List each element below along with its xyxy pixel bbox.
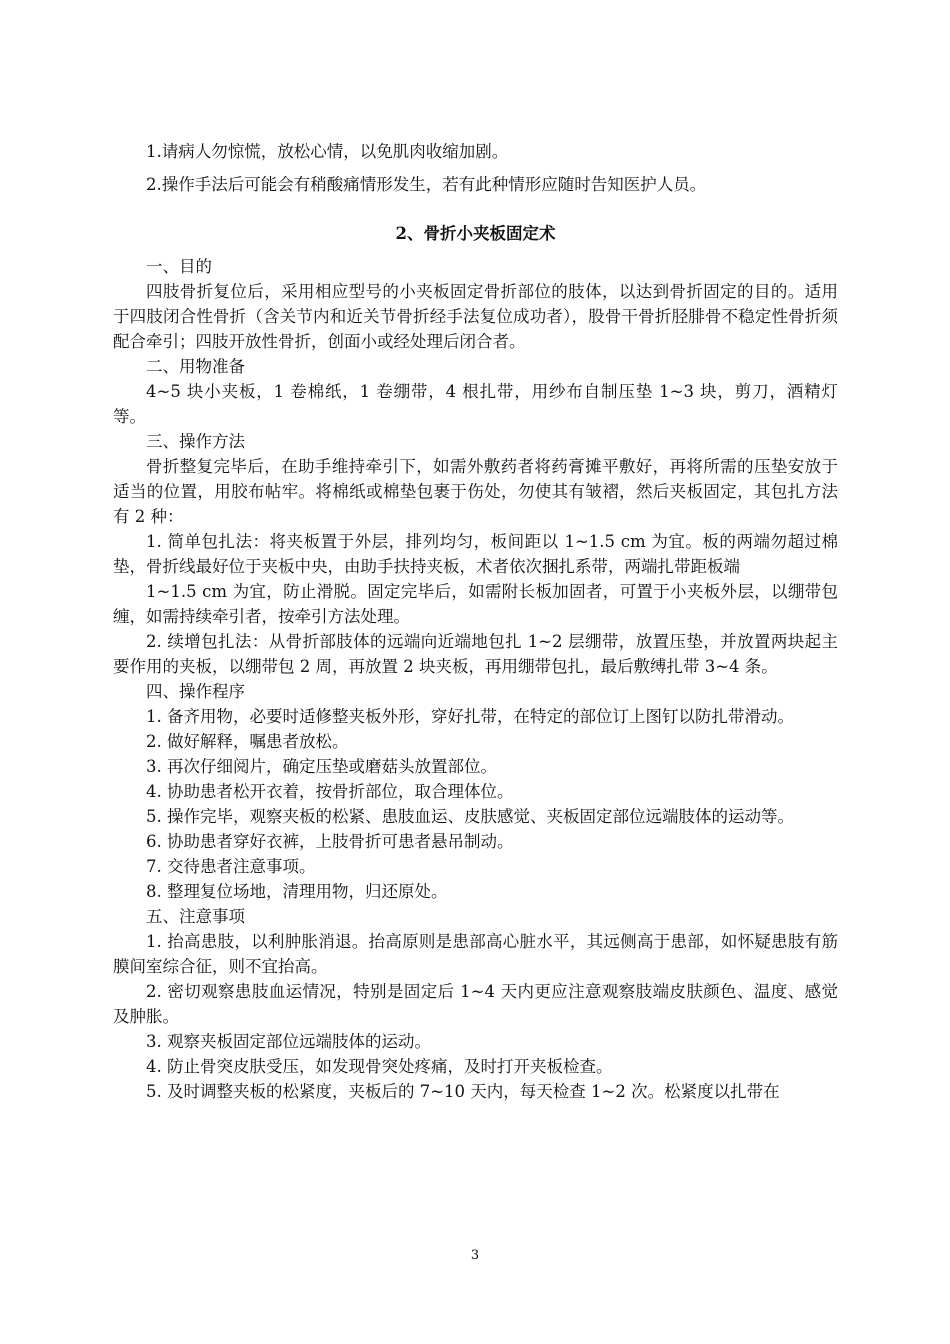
- heading-procedure: 四、操作程序: [146, 682, 245, 701]
- paragraph: 1. 简单包扎法：将夹板置于外层，排列均匀，板间距以 1~1.5 cm 为宜。板的两端勿超过棉垫，骨折线最好位于夹板中央，由助手扶持夹板，术者依次捆扎系带，两端扎带距板端: [113, 532, 838, 576]
- paragraph: 4~5 块小夹板，1 卷棉纸，1 卷绷带，4 根扎带，用纱布自制压垫 1~3 块，剪刀，酒精灯等。: [113, 382, 838, 426]
- paragraph: 1~1.5 cm 为宜，防止滑脱。固定完毕后，如需附长板加固者，可置于小夹板外层，以绷带包缠，如需持续牵引者，按牵引方法处理。: [113, 582, 838, 626]
- list-item: 5. 及时调整夹板的松紧度，夹板后的 7~10 天内，每天检查 1~2 次。松紧度以扎带在: [146, 1082, 780, 1101]
- intro-line-2: 2.操作手法后可能会有稍酸痛情形发生，若有此种情形应随时告知医护人员。: [146, 175, 707, 194]
- list-item: 5. 操作完毕，观察夹板的松紧、患肢血运、皮肤感觉、夹板固定部位远端肢体的运动等。: [146, 807, 794, 826]
- section-title: 2、骨折小夹板固定术: [395, 224, 556, 243]
- document-body: [113, 139, 838, 1104]
- list-item: 2. 密切观察患肢血运情况，特别是固定后 1~4 天内更应注意观察肢端皮肤颜色、温度、感觉及肿胀。: [113, 982, 838, 1026]
- list-item: 4. 协助患者松开衣着，按骨折部位，取合理体位。: [146, 782, 514, 801]
- list-item: 8. 整理复位场地，清理用物，归还原处。: [146, 882, 448, 901]
- list-item: 7. 交待患者注意事项。: [146, 857, 316, 876]
- paragraph: 四肢骨折复位后，采用相应型号的小夹板固定骨折部位的肢体，以达到骨折固定的目的。适用于四肢闭合性骨折（含关节内和近关节骨折经手法复位成功者），股骨干骨折胫腓骨不稳定性骨折须配合牵引；四肢开放性骨折，创面小或经处理后闭合者。: [113, 282, 838, 351]
- list-item: 6. 协助患者穿好衣裤，上肢骨折可患者悬吊制动。: [146, 832, 514, 851]
- intro-line-1: 1.请病人勿惊慌，放松心情，以免肌肉收缩加剧。: [146, 142, 509, 161]
- list-item: 2. 做好解释，嘱患者放松。: [146, 732, 349, 751]
- paragraph: 骨折整复完毕后，在助手维持牵引下，如需外敷药者将药膏摊平敷好，再将所需的压垫安放于适当的位置，用胶布帖牢。将棉纸或棉垫包裹于伤处，勿使其有皱褶，然后夹板固定，其包扎方法有 2 种：: [113, 457, 838, 526]
- list-item: 4. 防止骨突皮肤受压，如发现骨突处疼痛，及时打开夹板检查。: [146, 1057, 613, 1076]
- page-number: 3: [470, 1248, 480, 1263]
- heading-purpose: 一、目的: [146, 257, 212, 276]
- list-item: 1. 备齐用物，必要时适修整夹板外形，穿好扎带，在特定的部位订上图钉以防扎带滑动。: [146, 707, 794, 726]
- list-item: 1. 抬高患肢，以利肿胀消退。抬高原则是患部高心脏水平，其远侧高于患部，如怀疑患肢有筋膜间室综合征，则不宜抬高。: [113, 932, 838, 976]
- list-item: 3. 观察夹板固定部位远端肢体的运动。: [146, 1032, 431, 1051]
- heading-method: 三、操作方法: [146, 432, 245, 451]
- heading-precautions: 五、注意事项: [146, 907, 245, 926]
- heading-materials: 二、用物准备: [146, 357, 245, 376]
- paragraph: 2. 续增包扎法：从骨折部肢体的远端向近端地包扎 1~2 层绷带，放置压垫，并放置两块起主要作用的夹板，以绷带包 2 周，再放置 2 块夹板，再用绷带包扎，最后敷缚扎带 3~4 条。: [113, 632, 838, 676]
- list-item: 3. 再次仔细阅片，确定压垫或磨菇头放置部位。: [146, 757, 497, 776]
